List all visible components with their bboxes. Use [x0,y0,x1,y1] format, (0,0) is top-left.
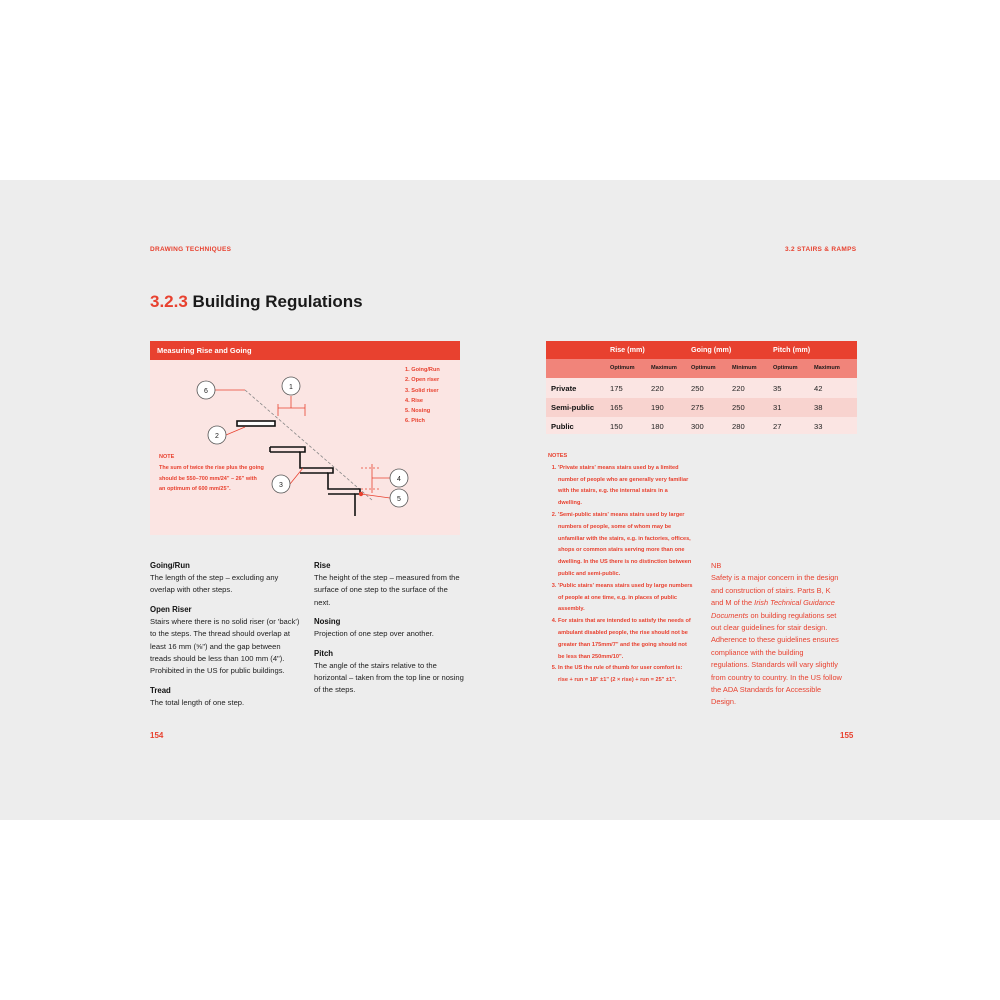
table-group-going: Going (mm) [691,345,732,354]
term-heading: Rise [314,561,331,570]
table-cell: 31 [773,403,782,412]
table-cell: 33 [814,422,823,431]
table-cell: 220 [651,384,664,393]
term-heading: Tread [150,685,171,695]
table-subheader: Maximum [651,365,677,371]
figure-note-heading: NOTE [159,454,175,460]
svg-text:6: 6 [204,388,208,395]
term-body: Projection of one step over another. [314,629,434,639]
nb-text-italic: Irish Technical Guidance Documents [711,598,835,620]
legend-item: 1. Going/Run [405,367,440,373]
section-title: Building Regulations [192,292,363,311]
table-group-rise: Rise (mm) [610,345,645,354]
term-body: The length of the step – excluding any overlap with other steps. [150,573,279,595]
terms-column-2 [314,560,464,704]
callout-4 [390,469,408,487]
term-heading: Nosing [314,617,341,627]
notes-block [548,451,693,687]
term-body: Stairs where there is no solid riser (or 'back') to the steps. The thread should overlap at least 16 mm (⅝") and the gap between treads should be less than 100 mm (4"). Prohibited in the US for public buildings. [150,616,300,676]
note-item: 1. 'Private stairs' means stairs used by a limited number of people who are generally very familiar with the stairs, e.g. the internal stairs in a dwelling. [558,463,693,510]
table-group-pitch: Pitch (mm) [773,345,811,354]
table-subheader: Maximum [814,365,840,371]
table-cell: 250 [732,403,745,412]
callout-6 [197,381,215,399]
table-cell: 300 [691,422,704,431]
callout-2 [208,426,226,444]
nosing-point [359,492,363,496]
figure-legend [405,365,440,427]
table-subheader: Optimum [773,365,798,371]
terms-column-1 [150,560,300,716]
running-head-left: DRAWING TECHNIQUES [150,246,232,253]
table-subheader: Optimum [691,365,716,371]
table-cell: 275 [691,403,704,412]
legend-item: 6. Pitch [405,418,425,425]
table-row-label: Public [551,422,574,431]
notes-list [548,463,693,687]
page-number-right: 155 [840,731,854,740]
nb-text [711,572,843,708]
table-cell: 42 [814,384,823,393]
open-riser-tread [237,421,275,426]
table-cell: 280 [732,422,745,431]
table-subheader: Minimum [732,365,757,371]
table-cell: 175 [610,384,623,393]
callout-3 [272,475,290,493]
table-cell: 35 [773,384,782,393]
term-heading: Pitch [314,648,334,658]
legend-item: 4. Rise [405,397,424,404]
term-body: The height of the step – measured from the surface of one step to the surface of the next. [314,573,460,607]
running-head-right: 3.2 STAIRS & RAMPS [785,246,857,253]
note-item: 3. 'Public stairs' means stairs used by large numbers of people at one time, e.g. in places of public assembly. [558,581,693,616]
notes-heading: NOTES [548,453,568,459]
table-cell: 165 [610,403,623,412]
callout-5 [390,489,408,507]
svg-text:4: 4 [397,476,401,483]
svg-text:1: 1 [289,384,293,391]
table-cell: 27 [773,422,782,431]
nb-heading: NB [711,561,722,570]
term-body: The angle of the stairs relative to the horizontal – taken from the top line or nosing of the steps. [314,660,464,695]
table-cell: 220 [732,384,745,393]
note-item: 4. For stairs that are intended to satisfy the needs of ambulant disabled people, the rise should not be greater than 175mm/7" and the going should not be less than 250mm/10". [558,616,693,663]
page-number-left: 154 [150,731,164,740]
pitch-line [245,390,372,500]
figure-note [159,452,264,495]
term-heading: Open Riser [150,604,192,614]
table-subheader: Optimum [610,365,635,371]
svg-text:5: 5 [397,496,401,503]
legend-item: 5. Nosing [405,408,431,415]
table-row-label: Private [551,384,577,393]
table-cell: 250 [691,384,704,393]
callout-1 [282,377,300,395]
term-heading: Going/Run [150,561,190,570]
page-title [150,292,363,312]
table-cell: 180 [651,422,664,431]
figure-caption: Measuring Rise and Going [150,341,460,360]
table-row-label: Semi-public [551,403,595,412]
stair-diagram-figure [150,341,460,535]
table-cell: 38 [814,403,823,412]
table-cell: 190 [651,403,664,412]
legend-item: 3. Solid riser [405,387,439,394]
section-number: 3.2.3 [150,292,188,311]
note-item: 2. 'Semi-public stairs' means stairs used by larger numbers of people, some of whom may be unfamiliar with the stairs, e.g. in factories, offices, shops or common stairs serving more than one dwelling. In the US there is no distinction between public and semi-public. [558,510,693,581]
table-cell: 150 [610,422,623,431]
nb-block [711,560,843,709]
note-item: 5. In the US the rule of thumb for user comfort is: rise + run = 18" ±1" (2 × rise) + run = 25" ±1". [558,663,693,687]
nb-text-part: Safety is a major concern in the design and construction of stairs. Parts B, K and M of the [711,573,839,608]
legend-item: 2. Open riser [405,377,440,384]
nb-text-part: on building regulations set out clear guidelines for stair design. Adherence to these guidelines ensures compliance with the building regulations. Standards will vary slightly from country to country. In the US follow the ADA Standards for Accessible Design. [711,610,842,707]
figure-note-text: The sum of twice the rise plus the going should be 550–700 mm/24" – 26" with an optimum of 600 mm/25". [159,464,264,493]
svg-text:3: 3 [279,482,283,489]
svg-text:2: 2 [215,433,219,440]
term-body: The total length of one step. [150,697,245,707]
